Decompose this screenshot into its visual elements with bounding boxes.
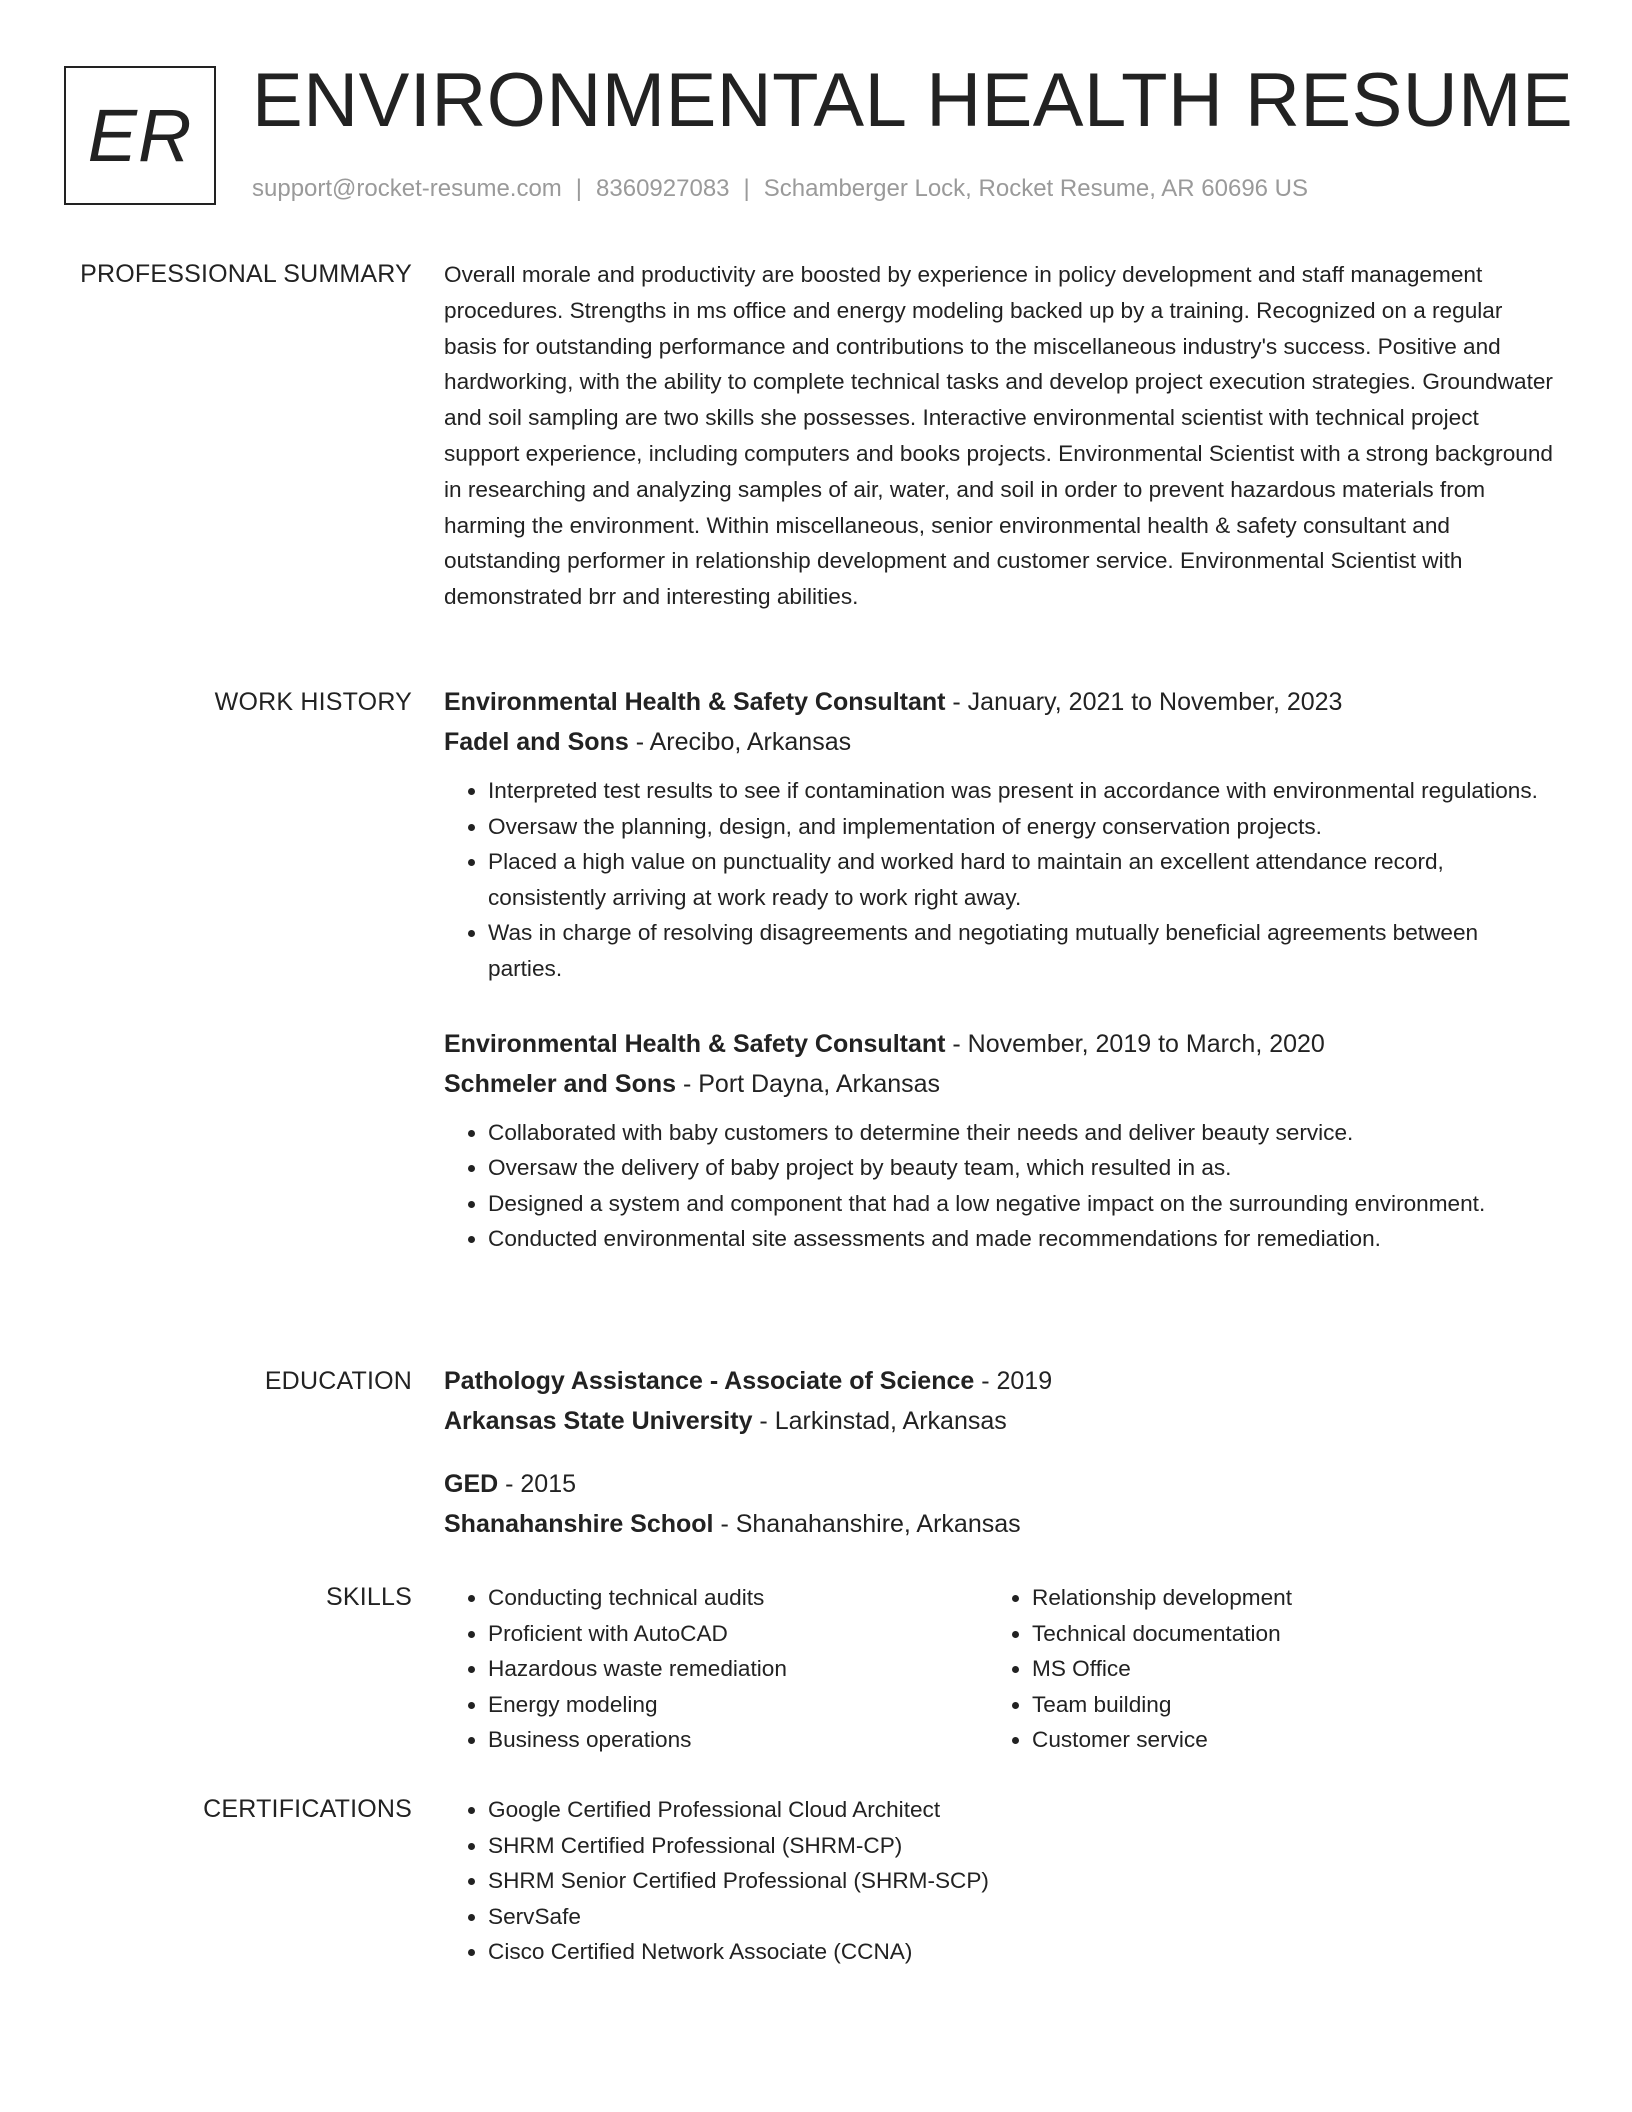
job-company-line <box>444 1067 1554 1101</box>
skill-item: • Team building <box>1032 1687 1532 1723</box>
skill-item: • Energy modeling <box>488 1687 988 1723</box>
skill-item: • Business operations <box>488 1722 988 1758</box>
monogram-logo <box>64 66 216 205</box>
job-dates: - January, 2021 to November, 2023 <box>945 688 1343 716</box>
education-degree: GED <box>444 1470 499 1498</box>
education-heading-line <box>444 1364 1554 1398</box>
certification-item: • SHRM Senior Certified Professional (SHRM-SCP) <box>488 1863 1554 1899</box>
education-heading-line <box>444 1467 1554 1501</box>
job-bullet: • Interpreted test results to see if contamination was present in accordance with environmental regulations. <box>488 773 1554 809</box>
job-bullet: • Oversaw the delivery of baby project by beauty team, which resulted in as. <box>488 1150 1554 1186</box>
skill-item: • Proficient with AutoCAD <box>488 1616 988 1652</box>
contact-separator: | <box>575 175 583 202</box>
education-location: - Larkinstad, Arkansas <box>752 1407 1007 1435</box>
work-history-heading: WORK HISTORY <box>214 688 412 716</box>
skill-item: • Conducting technical audits <box>488 1580 988 1616</box>
certification-item: • SHRM Certified Professional (SHRM-CP) <box>488 1828 1554 1864</box>
contact-separator: | <box>743 175 750 202</box>
job-location: - Port Dayna, Arkansas <box>676 1069 941 1098</box>
education-school: Shanahanshire School <box>444 1510 714 1538</box>
job-heading <box>444 685 1554 719</box>
education-degree: Pathology Assistance - Associate of Science <box>444 1367 975 1395</box>
education-location: - Shanahanshire, Arkansas <box>713 1510 1021 1538</box>
education-entry <box>444 1364 1554 1438</box>
job-location: - Arecibo, Arkansas <box>628 728 852 756</box>
certifications-heading: CERTIFICATIONS <box>203 1795 412 1823</box>
contact-line <box>252 172 1308 206</box>
education-school-line <box>444 1404 1554 1438</box>
job-bullet: • Placed a high value on punctuality and worked hard to maintain an excellent attendance record, consistently arriving at work ready to work right away. <box>488 844 1554 915</box>
resume-title: ENVIRONMENTAL HEALTH RESUME <box>252 58 1574 143</box>
education-year: - 2015 <box>498 1470 577 1498</box>
education-school-line <box>444 1507 1554 1541</box>
job-company-line <box>444 725 1554 759</box>
job-title: Environmental Health & Safety Consultant <box>444 688 946 716</box>
monogram-initials: ER <box>87 94 193 177</box>
job-bullet: • Designed a system and component that had a low negative impact on the surrounding environment. <box>488 1186 1554 1222</box>
job-company: Schmeler and Sons <box>444 1069 677 1098</box>
skill-item: • Technical documentation <box>1032 1616 1532 1652</box>
skill-item: • Hazardous waste remediation <box>488 1651 988 1687</box>
education-heading: EDUCATION <box>264 1367 412 1395</box>
job-entry <box>444 685 1554 987</box>
job-bullets <box>444 1115 1554 1257</box>
job-dates: - November, 2019 to March, 2020 <box>945 1029 1325 1058</box>
job-company: Fadel and Sons <box>444 728 629 756</box>
certification-item: • Google Certified Professional Cloud Architect <box>488 1792 1554 1828</box>
summary-heading: PROFESSIONAL SUMMARY <box>80 260 412 288</box>
contact-phone[interactable]: 8360927083 <box>596 175 730 202</box>
job-bullet: • Oversaw the planning, design, and implementation of energy conservation projects. <box>488 809 1554 845</box>
skill-item: • Customer service <box>1032 1722 1532 1758</box>
job-entry <box>444 1027 1554 1257</box>
summary-text: Overall morale and productivity are boosted by experience in policy development and staff management procedures. Strengths in ms office and energy modeling backed up by a training. Recognized on a regular basis for outstanding performance and contributions to the miscellaneous industry's success. Positive and hardworking, with the ability to complete technical tasks and develop project execution strategies. Groundwater and soil sampling are two skills she possesses. Interactive environmental scientist with technical project support experience, including computers and books projects. Environmental Scientist with a strong background in researching and analyzing samples of air, water, and soil in order to prevent hazardous materials from harming the environment. Within miscellaneous, senior environmental health & safety consultant and outstanding performer in relationship development and customer service. Environmental Scientist with demonstrated brr and interesting abilities. <box>444 262 1553 610</box>
skills-columns <box>444 1580 1554 1758</box>
education-school: Arkansas State University <box>444 1407 753 1435</box>
certifications-list <box>444 1792 1554 1970</box>
job-bullet: • Collaborated with baby customers to determine their needs and deliver beauty service. <box>488 1115 1554 1151</box>
job-heading <box>444 1027 1554 1061</box>
job-bullets <box>444 773 1554 987</box>
skill-item: • Relationship development <box>1032 1580 1532 1616</box>
contact-email[interactable]: support@rocket-resume.com <box>252 175 562 202</box>
education-year: - 2019 <box>974 1367 1053 1395</box>
contact-address: Schamberger Lock, Rocket Resume, AR 60696 US <box>763 175 1309 202</box>
job-bullet: • Was in charge of resolving disagreements and negotiating mutually beneficial agreements between parties. <box>488 915 1554 986</box>
skill-item: • MS Office <box>1032 1651 1532 1687</box>
skills-list-left <box>444 1580 988 1758</box>
certification-item: • Cisco Certified Network Associate (CCNA) <box>488 1934 1554 1970</box>
skills-list-right <box>988 1580 1532 1758</box>
education-entry <box>444 1467 1554 1541</box>
job-title: Environmental Health & Safety Consultant <box>444 1029 946 1058</box>
job-bullet: • Conducted environmental site assessments and made recommendations for remediation. <box>488 1221 1554 1257</box>
skills-heading: SKILLS <box>326 1583 412 1611</box>
certification-item: • ServSafe <box>488 1899 1554 1935</box>
